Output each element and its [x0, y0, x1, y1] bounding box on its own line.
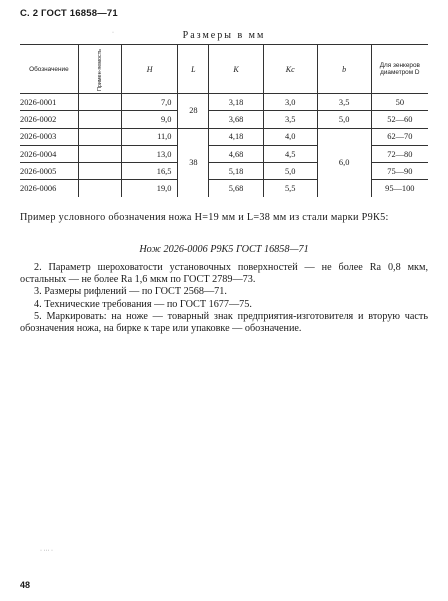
cell-kc: 4,0 — [263, 128, 317, 145]
cell-applicability — [78, 163, 121, 180]
table-row — [20, 128, 428, 145]
cell-applicability — [78, 128, 121, 145]
page-number: 48 — [20, 580, 31, 590]
cell-diameter: 52—60 — [371, 111, 428, 128]
cell-h: 13,0 — [121, 145, 178, 162]
list-item: 3. Размеры рифлений — по ГОСТ 2568—71. — [34, 286, 227, 298]
cell-code: 2026-0001 — [20, 94, 78, 111]
cell-applicability — [78, 145, 121, 162]
header-l: L — [178, 45, 209, 94]
header-k: K — [209, 45, 263, 94]
table-row — [20, 111, 428, 128]
cell-b: 6,0 — [317, 128, 371, 197]
units-caption: Размеры в мм — [182, 30, 266, 41]
cell-code: 2026-0003 — [20, 128, 78, 145]
cell-diameter: 75—90 — [371, 163, 428, 180]
header-applicability: Примен-яемость — [78, 45, 121, 94]
cell-h: 16,5 — [121, 163, 178, 180]
list-item: 4. Технические требования — по ГОСТ 1677—75. — [34, 298, 252, 310]
cell-k: 5,68 — [209, 180, 263, 197]
cell-h: 11,0 — [121, 128, 178, 145]
cell-kc: 5,5 — [263, 180, 317, 197]
cell-kc: 3,5 — [263, 111, 317, 128]
cell-diameter: 72—80 — [371, 145, 428, 162]
cell-code: 2026-0005 — [20, 163, 78, 180]
cell-b: 5,0 — [317, 111, 371, 128]
cell-diameter: 50 — [371, 94, 428, 111]
header-h: H — [121, 45, 178, 94]
cell-k: 3,68 — [209, 111, 263, 128]
cell-diameter: 95—100 — [385, 184, 415, 194]
dimensions-table — [20, 44, 428, 197]
cell-kc: 3,0 — [263, 94, 317, 111]
requirements-list — [20, 262, 428, 335]
cell-h: 19,0 — [121, 180, 178, 197]
cell-l: 28 — [178, 94, 209, 129]
scan-speck: · — [112, 30, 114, 36]
list-item: 2. Параметр шероховатости установочных поверхностей — не более Ra 0,8 мкм, остальных — не более Ra 1,6 мкм по ГОСТ 2789—73. — [20, 262, 428, 286]
cell-code: 2026-0002 — [20, 111, 78, 128]
cell-applicability — [78, 94, 121, 111]
cell-h: 7,0 — [121, 94, 178, 111]
header-kc: Kc — [263, 45, 317, 94]
cell-diameter: 62—70 — [371, 128, 428, 145]
page-header: С. 2 ГОСТ 16858—71 — [20, 8, 118, 19]
scan-speck: · ··· · — [40, 548, 53, 554]
cell-applicability — [78, 111, 121, 128]
cell-b: 3,5 — [317, 94, 371, 111]
cell-k: 4,18 — [209, 128, 263, 145]
cell-k: 3,18 — [209, 94, 263, 111]
cell-applicability — [78, 180, 121, 197]
header-b: b — [317, 45, 371, 94]
cell-k: 5,18 — [209, 163, 263, 180]
example-paragraph: Пример условного обозначения ножа H=19 мм и L=38 мм из стали марки Р9К5: — [20, 212, 389, 223]
header-diameter: Для зенкеров диаметром D — [371, 45, 428, 94]
header-code: Обозначение — [20, 45, 78, 94]
cell-k: 4,68 — [209, 145, 263, 162]
cell-kc: 4,5 — [263, 145, 317, 162]
list-item: 5. Маркировать: на ноже — товарный знак предприятия-изготовителя и вторую часть обозначения ножа, на бирке к таре или упаковке — обозначение. — [20, 310, 428, 335]
example-designation: Нож 2026-0006 Р9К5 ГОСТ 16858—71 — [139, 244, 309, 255]
cell-code: 2026-0006 — [20, 180, 78, 197]
cell-h: 9,0 — [121, 111, 178, 128]
table-row — [20, 94, 428, 111]
cell-l: 38 — [178, 128, 209, 197]
cell-kc: 5,0 — [263, 163, 317, 180]
cell-code: 2026-0004 — [20, 145, 78, 162]
table-header-row — [20, 45, 428, 94]
